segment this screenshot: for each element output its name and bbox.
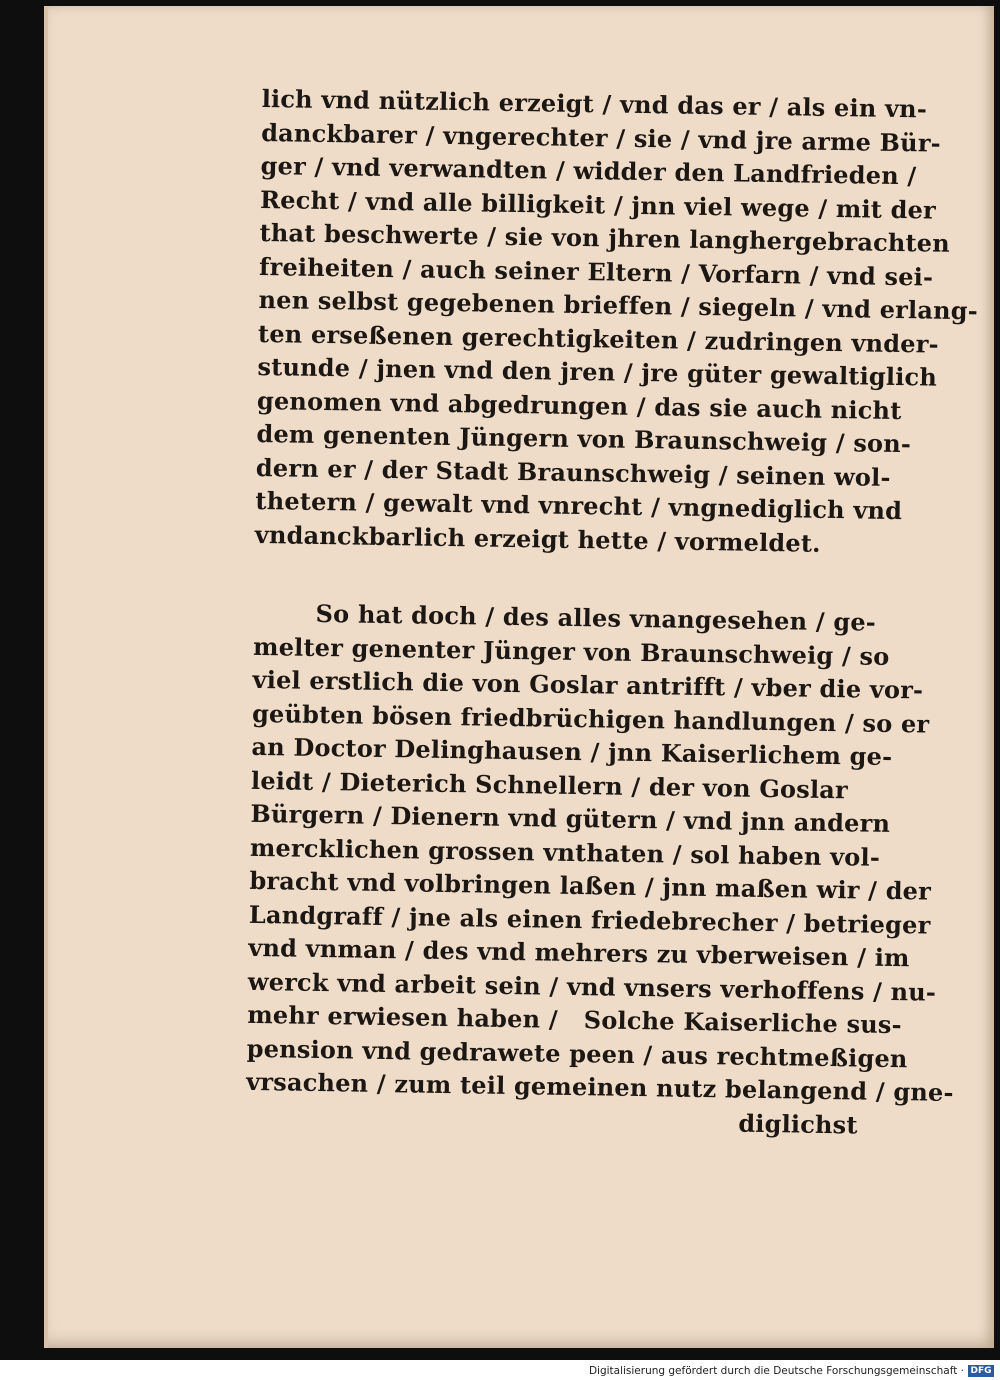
text-line: leidt / Dieterich Schnellern / der von Goslar [250,765,849,804]
text-line-part: mehr erwiesen haben / [247,999,559,1034]
text-line: vndanckbarlich erzeigt hette / vormeldet. [254,519,821,558]
text-line: Recht / vnd alle billigkeit / jnn viel wege / mit der [259,184,937,225]
paragraph-2 [246,596,954,1109]
text-line: an Doctor Delinghausen / jnn Kaiserlichem ge- [251,731,893,771]
text-line: vnd vnman / des vnd mehrers zu vberweisen / im [248,932,910,973]
text-line: thetern / gewalt vnd vnrecht / vngnediglich vnd [255,485,903,526]
text-line: werck vnd arbeit sein / vnd vnsers verhoffens / nu- [247,966,937,1007]
text-line: that beschwerte / sie von jhren langhergebrachten [259,217,951,258]
text-line: danckbarer / vngerechter / sie / vnd jre arme Bür- [260,117,942,158]
page-edge [44,6,48,1348]
footer-credit: Digitalisierung gefördert durch die Deutsche Forschungsgemeinschaft · [588,1365,964,1377]
text-line: pension vnd gedrawete peen / aus rechtmeßigen [246,1033,908,1073]
text-line-part: Solche Kaiserliche sus- [583,1005,903,1040]
paragraph-1 [254,82,979,561]
text-line: melter genenter Jünger von Braunschweig / so [252,631,890,671]
text-line: geübten bösen friedbrüchigen handlungen / so er [251,698,930,739]
text-line: Bürgern / Dienern vnd gütern / vnd jnn andern [250,798,891,838]
text-line: viel erstlich die von Goslar antrifft / vber die vor- [252,664,924,705]
text-line: nen selbst gegebenen brieffen / siegeln / vnd erlang- [258,284,979,326]
footer [0,1363,1000,1380]
text-line: ten erseßenen gerechtigkeiten / zudringen vnder- [257,318,939,359]
text-line: dem genenten Jüngern von Braunschweig / son- [256,418,912,459]
text-line: Landgraff / jne als einen friedebrecher / betrieger [248,899,931,940]
text-line: genomen vnd abgedrungen / das sie auch nicht [256,385,902,425]
dfg-logo-icon: DFG [968,1365,994,1377]
page-text [246,82,979,1142]
text-line: stunde / jnen vnd den jren / jre güter gewaltiglich [257,351,938,392]
catchword: diglichst [738,1108,858,1139]
text-line: vrsachen / zum teil gemeinen nutz belangend / gne- [246,1066,954,1107]
text-line: mercklichen grossen vnthaten / sol haben vol- [249,832,881,872]
text-line: ger / vnd verwandten / widder den Landfrieden / [260,150,917,191]
text-line: bracht vnd volbringen laßen / jnn maßen wir / der [249,865,932,906]
text-line: dern er / der Stadt Braunschweig / seinen wol- [255,452,891,492]
text-line: freiheiten / auch seiner Eltern / Vorfarn / vnd sei- [258,251,934,292]
text-line: lich vnd nützlich erzeigt / vnd das er / als ein vn- [261,83,928,124]
text-line: So hat doch / des alles vnangesehen / ge- [315,598,877,637]
